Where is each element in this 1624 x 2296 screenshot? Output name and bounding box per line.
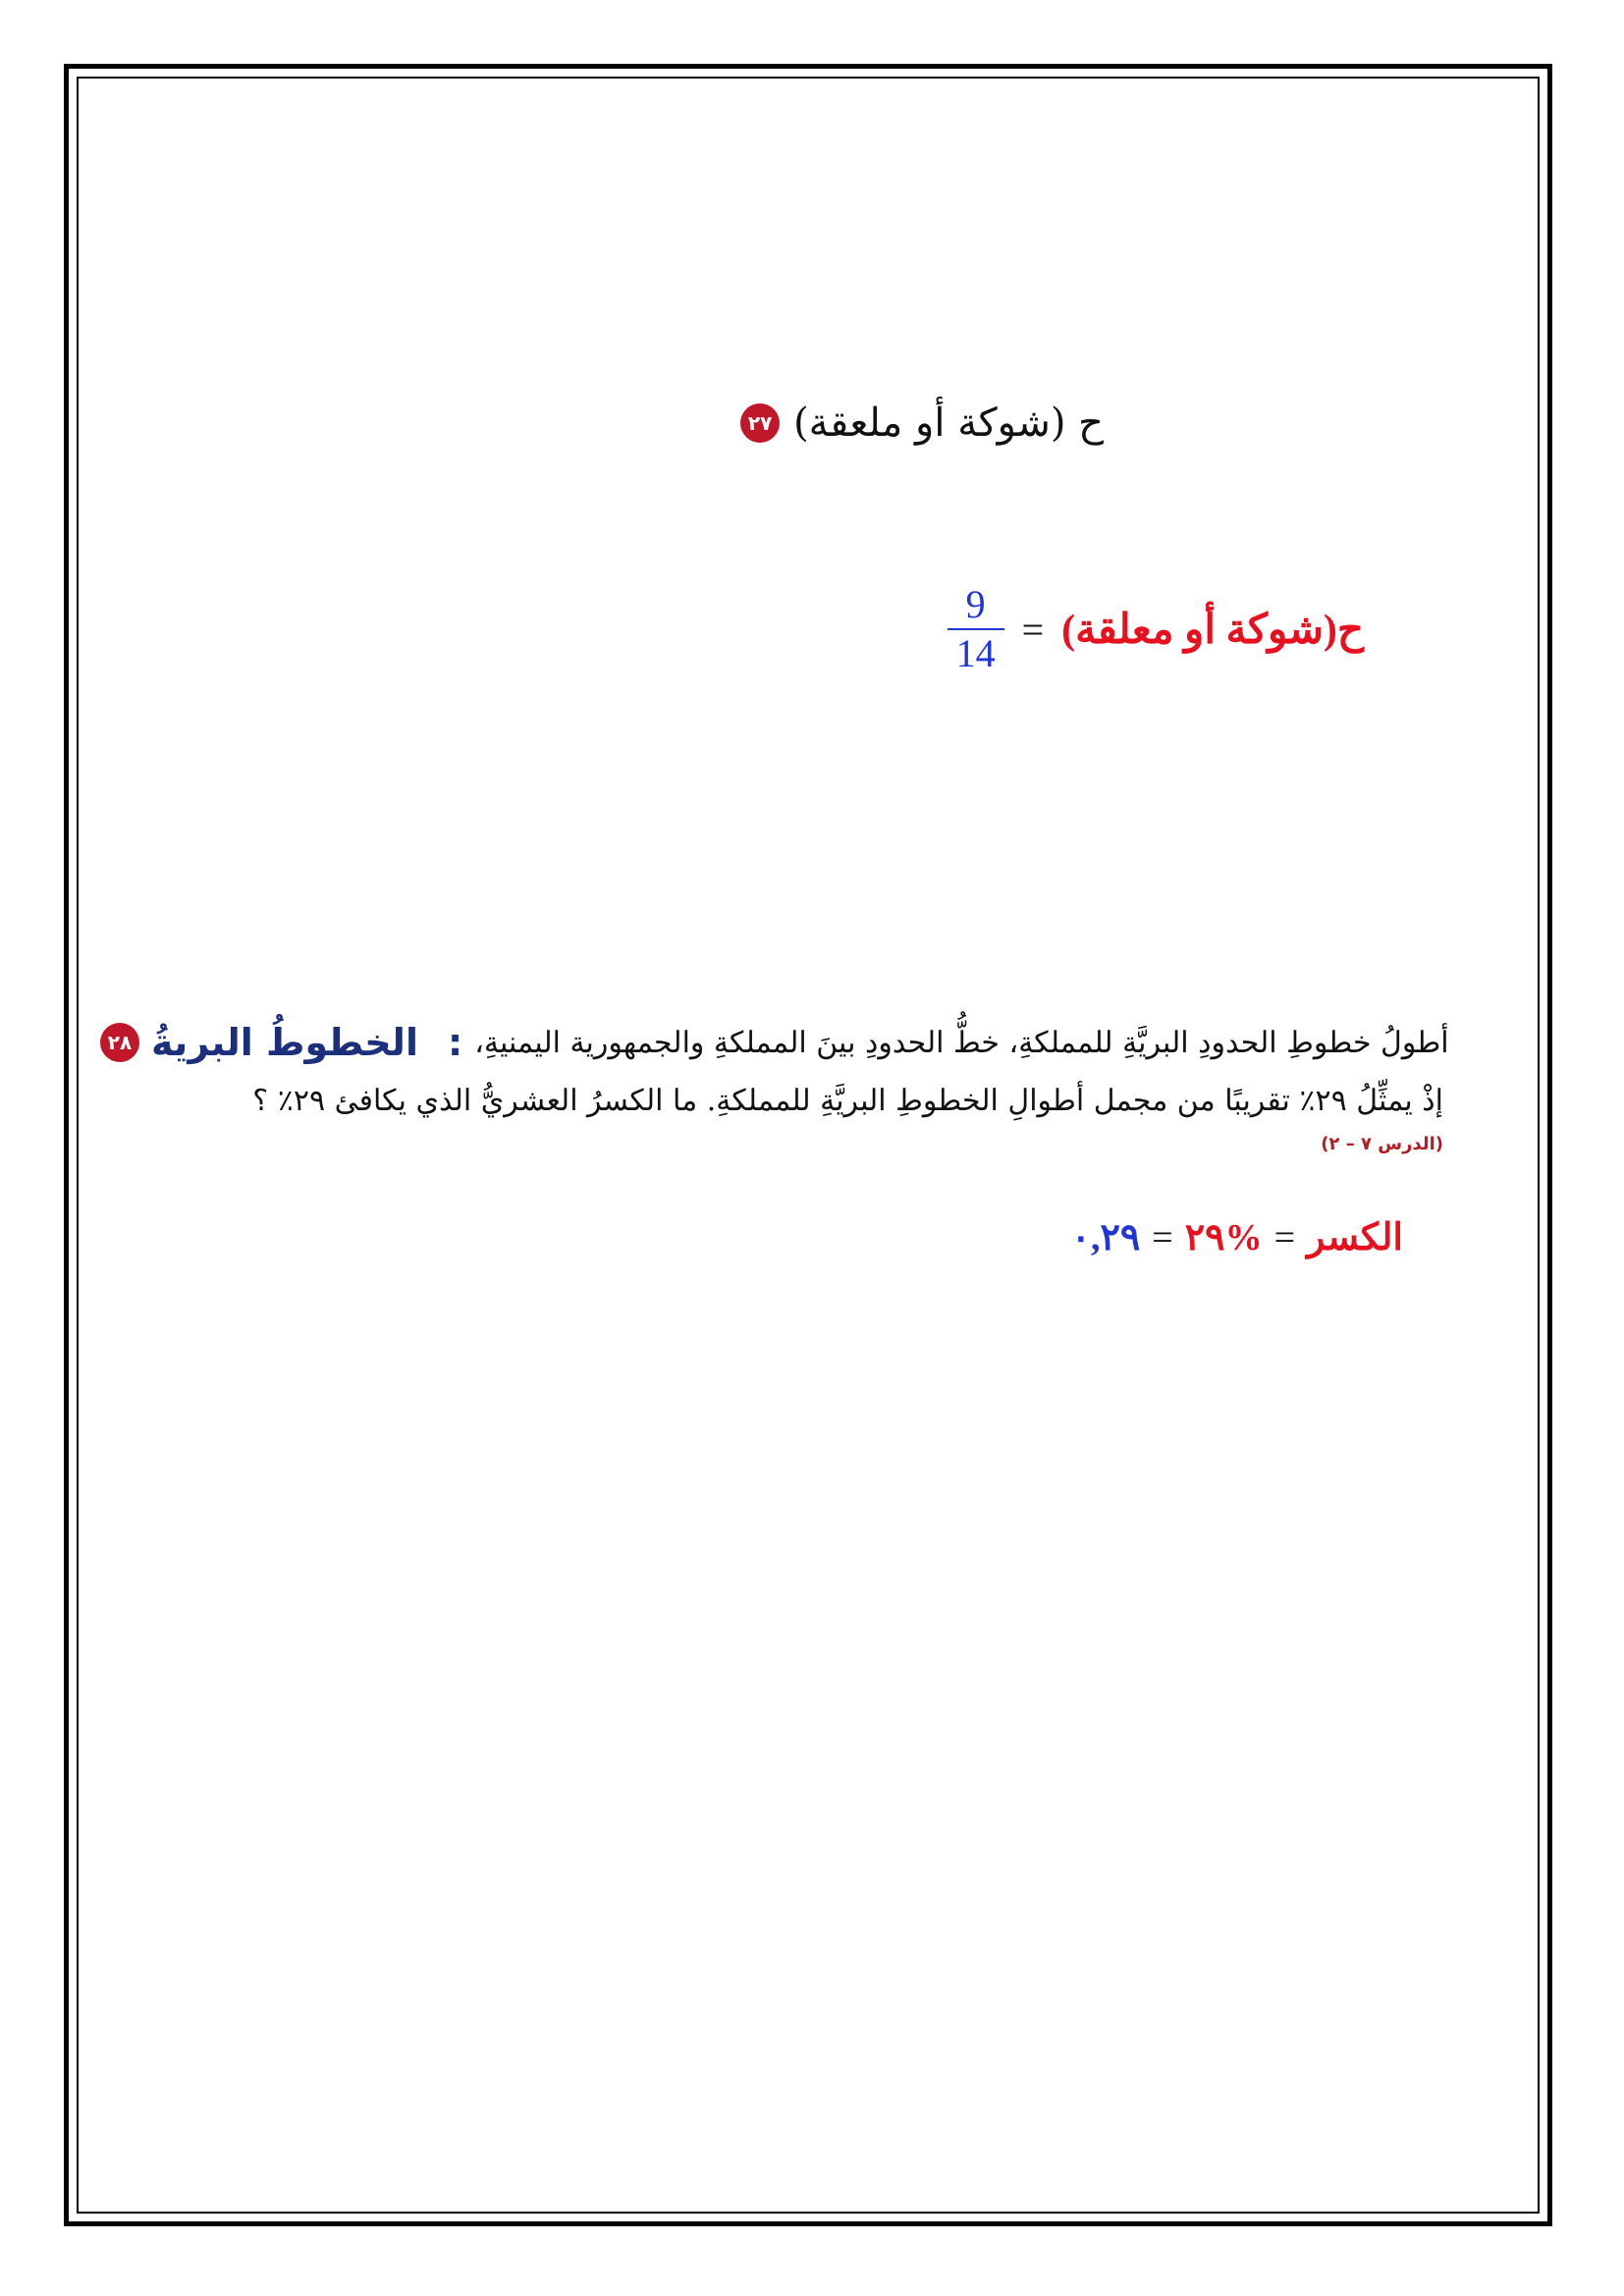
answer-label: ح(شوكة أو معلقة) <box>1061 608 1364 653</box>
question-title: الخطوطُ البريةُ <box>151 1021 418 1064</box>
fraction <box>947 584 1004 674</box>
percent-value: ٢٩% <box>1184 1217 1263 1258</box>
equals-sign: = <box>1273 1216 1295 1258</box>
question-text: ح (شوكة أو ملعقة) <box>793 400 1104 446</box>
answer-label: الكسر <box>1307 1217 1403 1258</box>
question-28-line-1 <box>100 1021 1494 1064</box>
equals-sign: = <box>1021 607 1045 652</box>
fraction-numerator: 9 <box>965 582 986 626</box>
question-number-badge: ٢٨ <box>100 1023 139 1062</box>
question-text-line-1: أطولُ خطوطِ الحدودِ البريَّةِ للمملكةِ، خطُّ الحدودِ بينَ المملكةِ والجمهورية اليمنيةِ، <box>474 1025 1449 1060</box>
title-colon: : <box>447 1021 463 1064</box>
question-text-line-2: إذْ يمثِّلُ ٢٩٪ تقريبًا من مجمل أطوالِ الخطوطِ البريَّةِ للمملكةِ. ما الكسرُ العشريُّ الذي يكافئ ٢٩٪ ؟ <box>252 1084 1443 1118</box>
equals-sign: = <box>1152 1216 1173 1258</box>
answer-28 <box>1071 1215 1403 1259</box>
lesson-reference: (الدرس ٧ – ٢) <box>1321 1134 1443 1154</box>
fraction-bar <box>947 628 1004 630</box>
decimal-value: ٠,٢٩ <box>1070 1217 1141 1258</box>
question-28 <box>100 1021 1494 1154</box>
question-number-badge: ٢٧ <box>740 403 780 443</box>
answer-27 <box>947 584 1364 674</box>
question-27 <box>740 400 1104 446</box>
fraction-denominator: 14 <box>955 631 996 675</box>
